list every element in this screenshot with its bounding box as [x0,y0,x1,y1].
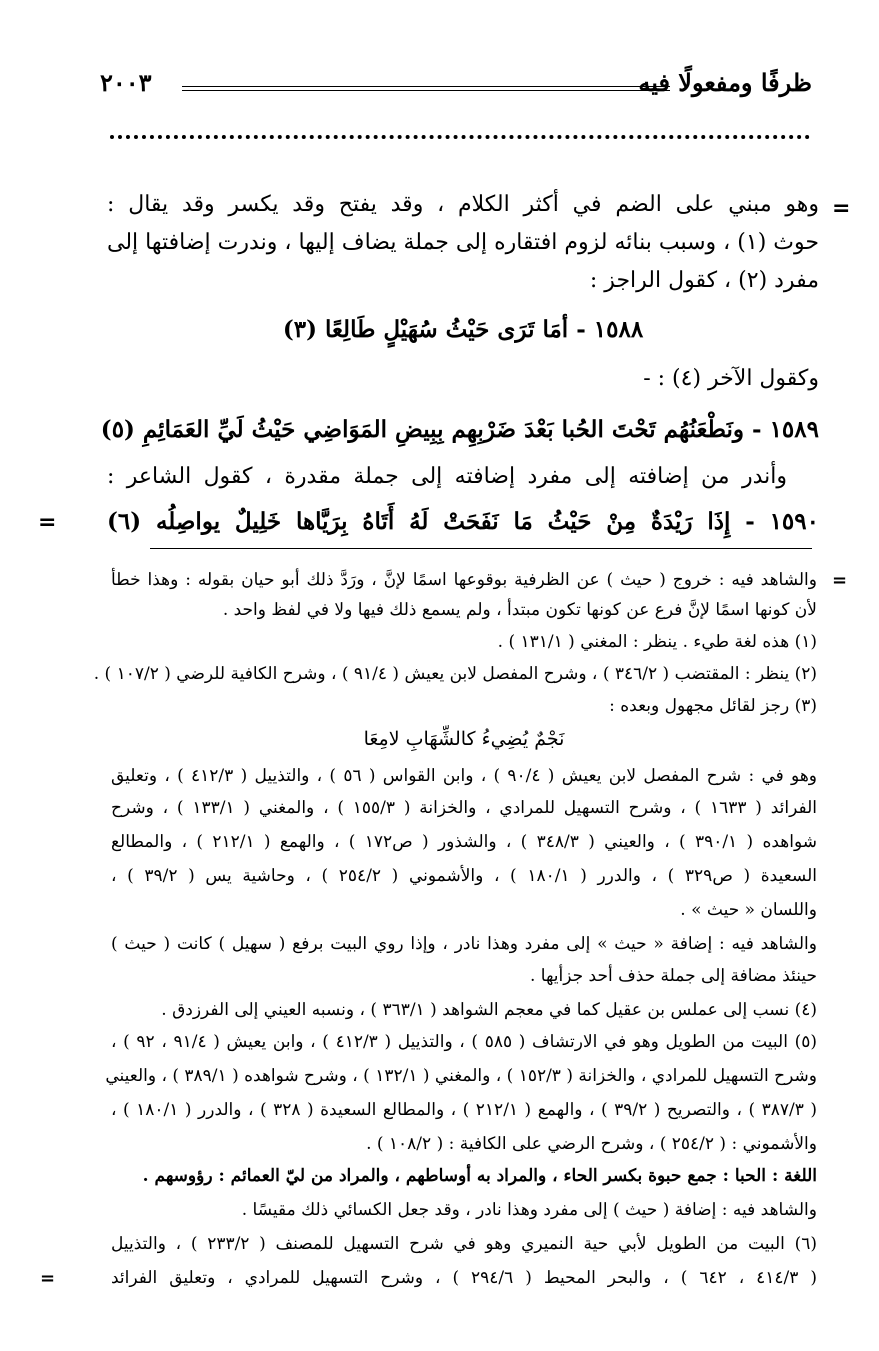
header-title: ظرفًا ومفعولًا فيه [638,68,812,97]
header-rule [182,86,670,91]
footnote-line: شواهده ( ٣٩٠/١ ) ، والعيني ( ٣٤٨/٣ ) ، والشذور ( ص١٧٢ ) ، والهمع ( ٢١٢/١ ) ، والمطالع [111,832,817,852]
footnote-line: واللسان « حيث » . [680,900,817,920]
body-line: مفرد (٢) ، كقول الراجز : [589,268,819,293]
footnote-line: ( ٤١٤/٣ ، ٦٤٢ ) ، والبحر المحيط ( ٢٩٤/٦ ) ، وشرح التسهيل للمرادي ، وتعليق الفرائد [111,1268,818,1288]
footnote-line: (٦) البيت من الطويل لأبي حية النميري وهو في شرح التسهيل للمصنف ( ٢٣٣/٢ ) ، والتذييل [111,1234,817,1254]
footnote-line: والشاهد فيه : خروج ( حيث ) عن الظرفية بوقوعها اسمًا لإنَّ ، ورَدَّ ذلك أبو حيان بقوله : وهذا خطأ [111,570,817,590]
footnote-line: والأشموني : ( ٢٥٤/٢ ) ، وشرح الرضي على الكافية : ( ١٠٨/٢ ) . [366,1134,817,1154]
footnote-line: (٤) نسب إلى عملس بن عقيل كما في معجم الشواهد ( ٣٦٣/١ ) ، ونسبه العيني إلى الفرزدق . [161,1000,817,1020]
continuation-mark: = [832,570,848,591]
footnote-line: حينئذ مضافة إلى جملة حذف أحد جزأيها . [529,966,817,986]
footnote-line: (٣) رجز لقائل مجهول وبعده : [609,696,817,716]
footnote-line: وشرح التسهيل للمرادي ، والخزانة ( ١٥٢/٣ ) ، والمغني ( ١٣٢/١ ) ، وشرح شواهده ( ٣٨٩/١ ) ، والعيني [105,1066,817,1086]
footnote-line: السعيدة ( ص٣٢٩ ) ، والدرر ( ١٨٠/١ ) ، والأشموني ( ٢٥٤/٢ ) ، وحاشية يس ( ٣٩/٢ ) ، [111,866,817,886]
footnote-line: (٥) البيت من الطويل وهو في الارتشاف ( ٥٨٥ ) ، والتذييل ( ٤١٢/٣ ) ، وابن يعيش ( ٩١/٤ ، ٩٢ ) ، [111,1032,818,1052]
footnote-line: (١) هذه لغة طيء . ينظر : المغني ( ١٣١/١ ) . [497,632,817,652]
footnote-verse: نَجْمٌ يُضِيءُ كالشِّهَابِ لامِعَا [363,728,565,750]
body-line: وكقول الآخر (٤) : - [643,366,819,391]
footnote-line: (٢) ينظر : المقتضب ( ٣٤٦/٢ ) ، وشرح المفصل لابن يعيش ( ٩١/٤ ) ، وشرح الكافية للرضي ( ١٠٧/٢ ) . [93,664,817,684]
continuation-mark: = [38,510,57,535]
footnote-line: والشاهد فيه : إضافة ( حيث ) إلى مفرد وهذا نادر ، وقد جعل الكسائي ذلك مقيسًا . [241,1200,817,1220]
running-header [100,64,812,104]
footnote-line: وهو في : شرح المفصل لابن يعيش ( ٩٠/٤ ) ، وابن القواس ( ٥٦ ) ، والتذييل ( ٤١٢/٣ ) ، وتعليق [111,766,817,786]
footnote-line: ( ٣٨٧/٣ ) ، والتصريح ( ٣٩/٢ ) ، والهمع ( ٢١٢/١ ) ، والمطالع السعيدة ( ٣٢٨ ) ، والدرر ( ١٨٠/١ ) ، [111,1100,817,1120]
verse-1590: ١٥٩٠ - إِذَا رَيْدَةٌ مِنْ حَيْثُ مَا نَفَحَتْ لَهُ أَتَاهُ بِرَيَّاها خَلِيلٌ يواصِلُه (٦) [107,508,819,535]
verse-1588: ١٥٨٨ - أمَا تَرَى حَيْثُ سُهَيْلٍ طَالِعًا (٣) [282,316,644,343]
body-line: وأندر من إضافته إلى مفرد إضافته إلى جملة مقدرة ، كقول الشاعر : [107,464,787,489]
footnote-line: الفرائد ( ١٦٣٣ ) ، وشرح التسهيل للمرادي ، والخزانة ( ١٥٥/٣ ) ، والمغني ( ١٣٣/١ ) ، وشرح [111,798,817,818]
body-line: حوث (١) ، وسبب بنائه لزوم افتقاره إلى جملة يضاف إليها ، وندرت إضافتها إلى [107,230,819,255]
body-line: وهو مبني على الضم في أكثر الكلام ، وقد يفتح وقد يكسر وقد يقال : [107,192,819,217]
page-number: ٢٠٠٣ [100,68,152,97]
verse-1589: ١٥٨٩ - ونَطْعَنُهُم تَحْتَ الحُبا بَعْدَ ضَرْبِهِم بِبِيضِ المَوَاضِي حَيْثُ لَيِّ العَمَائِمِ (٥) [100,416,819,443]
footnote-line: اللغة : الحبا : جمع حبوة بكسر الحاء ، والمراد به أوساطهم ، والمراد من ليّ العمائم : رؤوسهم . [142,1166,817,1186]
continuation-mark: = [832,196,851,221]
continuation-mark: = [40,1268,56,1289]
footnote-line: لأن كونها اسمًا لإنَّ فرع عن كونها تكون مبتدأ ، ولم يسمع ذلك فيها ولا في لفظ واحد . [222,600,817,620]
footnote-line: والشاهد فيه : إضافة « حيث » إلى مفرد وهذا نادر ، وإذا روي البيت برفع ( سهيل ) كانت ( حيث ) [111,934,817,954]
text-footnote-divider [150,548,812,549]
dotted-separator [110,135,810,139]
